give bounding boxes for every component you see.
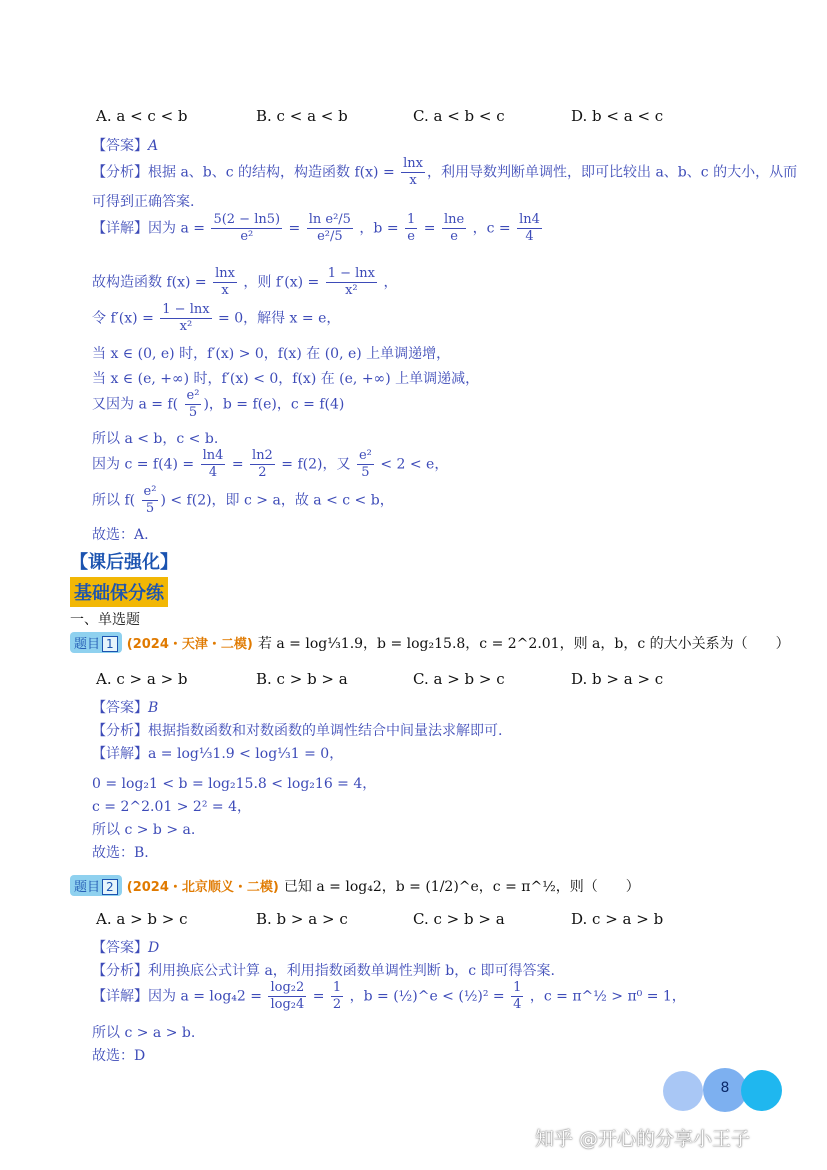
sub-heading: 一、单选题 [70,612,140,628]
q1-detail-line5: 故选：B. [92,845,149,861]
prev-analysis-line2: 可得到正确答案. [92,194,195,210]
q2-label: 题目 2 [70,875,122,896]
prev-option-c: C. a < b < c [413,107,505,125]
q2-stem: 已知 a = log₄2，b = (1/2)^e，c = π^½，则（ ） [283,879,640,895]
q2-source: (2024・北京顺义・二模) [126,880,279,895]
prev-option-b: B. c < a < b [256,107,348,125]
q1-option-b: B. c > b > a [256,670,348,688]
q2-option-b: B. b > a > c [256,910,348,928]
watermark: 知乎 @开心的分享小王子 [535,1128,751,1150]
prev-detail-line5: 当 x ∈ (e, +∞) 时，f′(x) < 0，f(x) 在 (e, +∞) 上单调递减， [92,371,480,387]
q1-option-a: A. c > a > b [96,670,188,688]
q2-header [70,875,640,896]
badge-left-circle [663,1071,703,1111]
q1-option-c: C. a > b > c [413,670,505,688]
badge-right-circle [741,1070,782,1111]
q2-detail-line1: 【详解】因为 a = log₄2 = $\frac{\text{log₂2}}{\text{log₂4}}$ = $\frac{1}{2}$ ，b = (½)^e < (½)² = $\frac{1}{4}$ ，c = π^½ > π⁰ = 1， [92,980,686,1012]
prev-option-a: A. a < c < b [96,107,188,125]
q1-analysis: 【分析】根据指数函数和对数函数的单调性结合中间量法求解即可. [92,723,503,739]
q2-option-d: D. c > a > b [571,910,664,928]
prev-detail-line8: 因为 c = f(4) = $\frac{\ln 4}{4}$ = $\frac{\ln 2}{2}$ = f(2)，又 $\frac{\text{e²}}{5}$ < 2 < e， [92,448,449,480]
prev-answer: 【答案】A [92,138,159,154]
q1-detail-line4: 所以 c > b > a. [92,822,196,838]
prev-detail-line1: 【详解】因为 a = $\frac{5(2 - \ln 5)}{\text{e²}}$ = $\frac{\text{ln e²/5}}{\text{e²/5}}$ ，b = $\frac{1}{e}$ = $\frac{\ln e}{e}$ ，c = $\frac{\ln 4}{4}$ [92,212,540,244]
q2-analysis: 【分析】利用换底公式计算 a，利用指数函数单调性判断 b，c 即可得答案. [92,963,555,979]
prev-detail-line9: 所以 f( $\frac{\text{e²}}{5}$ ) < f(2)，即 c > a，故 a < c < b， [92,484,394,516]
q1-source: (2024・天津・二模) [126,637,253,652]
q1-detail-line3: c = 2^2.01 > 2² = 4， [92,799,251,815]
q1-label: 题目 1 [70,632,122,653]
prev-analysis-line1: 【分析】根据 a、b、c 的结构，构造函数 f(x) = $\frac{\ln x}{x}$ ，利用导数判断单调性，即可比较出 a、b、c 的大小，从而 [92,156,798,188]
q1-stem: 若 a = log⅓1.9，b = log₂15.8，c = 2^2.01，则 a，b，c 的大小关系为（ ） [257,636,790,652]
prev-detail-line7: 所以 a < b，c < b. [92,431,219,447]
q2-option-c: C. c > b > a [413,910,505,928]
prev-detail-line2: 故构造函数 f(x) = $\frac{\ln x}{x}$ ，则 f′(x) = $\frac{1 - \ln x}{\text{x²}}$ ， [92,266,398,298]
highlight-title: 基础保分练 [70,577,168,607]
q1-detail-line2: 0 = log₂1 < b = log₂15.8 < log₂16 = 4， [92,776,377,792]
prev-option-d: D. b < a < c [571,107,664,125]
q1-answer: 【答案】B [92,700,159,716]
page-number: 8 [720,1080,730,1096]
q1-header [70,632,790,653]
q2-option-a: A. a > b > c [96,910,188,928]
q1-detail-line1: 【详解】a = log⅓1.9 < log⅓1 = 0， [92,746,344,762]
q2-detail-line2: 所以 c > a > b. [92,1025,196,1041]
q1-option-d: D. b > a > c [571,670,664,688]
prev-detail-line10: 故选：A. [92,527,149,543]
prev-detail-line4: 当 x ∈ (0, e) 时，f′(x) > 0，f(x) 在 (0, e) 上单调递增， [92,346,451,362]
q2-detail-line3: 故选：D [92,1048,146,1064]
prev-detail-line6: 又因为 a = f( $\frac{\text{e²}}{5}$ )，b = f(e)，c = f(4) [92,388,345,420]
prev-detail-line3: 令 f′(x) = $\frac{1 - \ln x}{\text{x²}}$ = 0，解得 x = e， [92,302,341,334]
section-title: 【课后强化】 [70,552,178,573]
q2-answer: 【答案】D [92,940,160,956]
